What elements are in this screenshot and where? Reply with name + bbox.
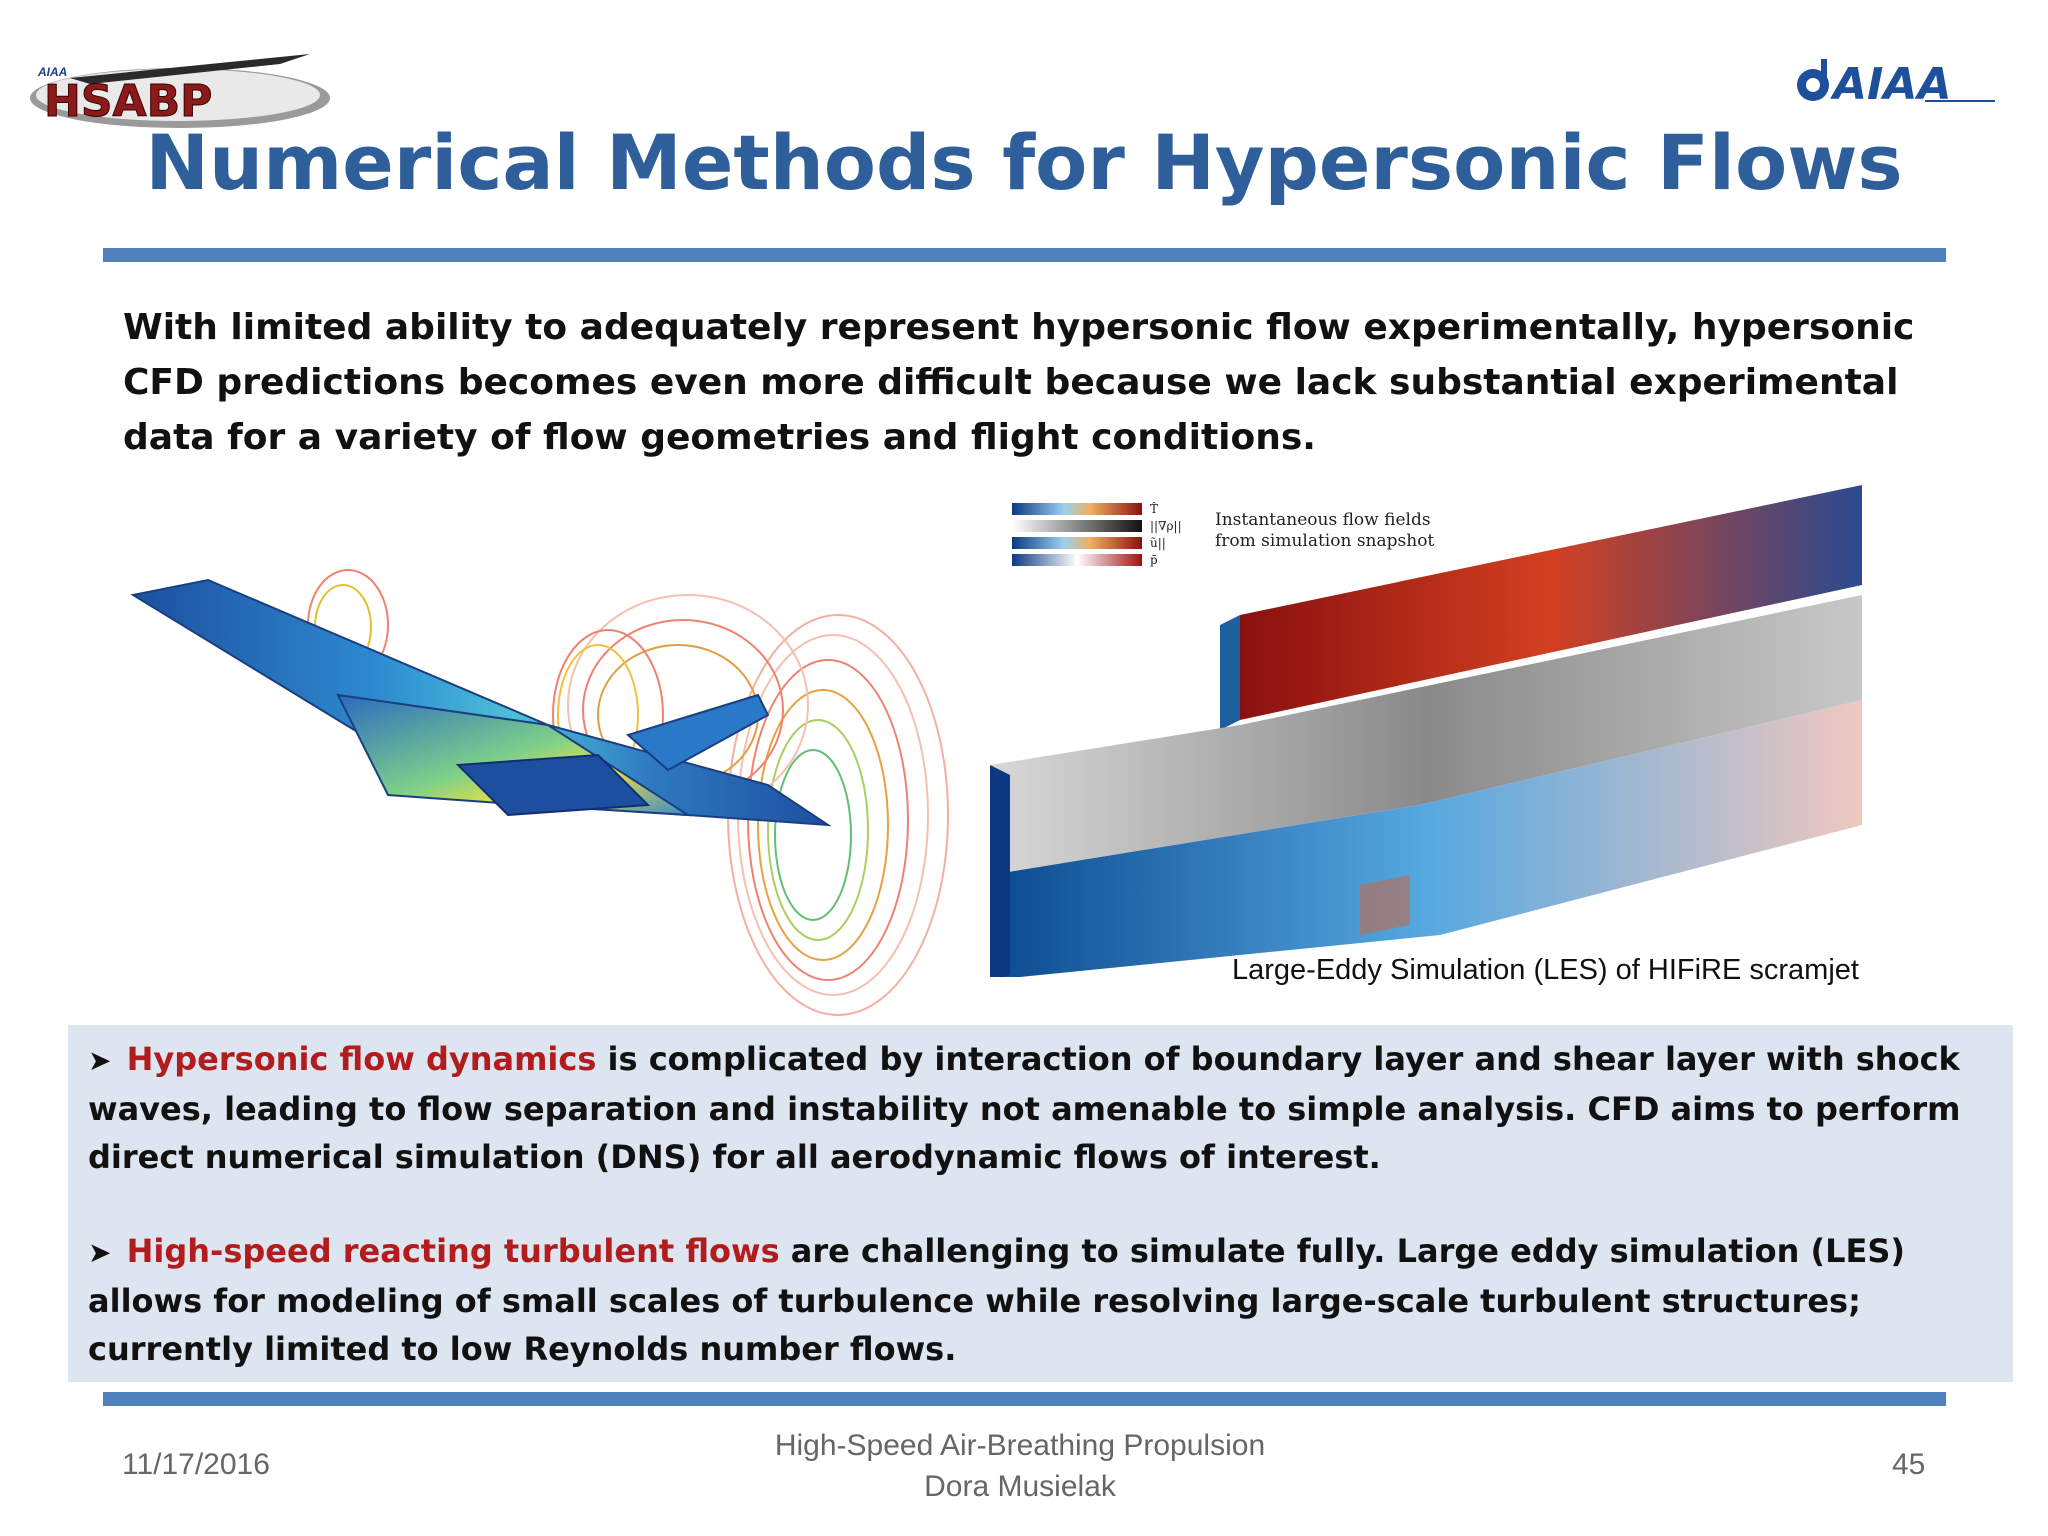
- aiaa-logo: [1795, 55, 1995, 107]
- bullet-item-flow-dynamics: [88, 1035, 1993, 1181]
- les-figure-caption: Large-Eddy Simulation (LES) of HIFiRE scramjet: [1232, 954, 1859, 986]
- svg-text:||∇ρ||: ||∇ρ||: [1150, 519, 1182, 533]
- svg-text:HSABP: HSABP: [44, 76, 213, 127]
- arrow-bullet-icon: ➤: [88, 1044, 112, 1077]
- footer-divider: [103, 1392, 1946, 1406]
- footer-author: Dora Musielak: [924, 1470, 1116, 1503]
- footer-center: [700, 1425, 1340, 1507]
- hypersonic-aircraft-cfd-figure: [128, 555, 958, 1025]
- svg-text:AIAA: AIAA: [38, 65, 68, 79]
- intro-paragraph: With limited ability to adequately represent hypersonic flow experimentally, hypersonic CFD predictions becomes even more difficult because we lack substantial experimental data for a variety of flow geometries and flight conditions.: [123, 307, 1915, 458]
- bullet-item-turbulent-flows: [88, 1227, 1993, 1373]
- svg-text:from simulation snapshot: from simulation snapshot: [1215, 531, 1435, 551]
- footer-date: 11/17/2016: [122, 1448, 270, 1481]
- svg-text:Instantaneous flow fields: Instantaneous flow fields: [1215, 510, 1431, 530]
- svg-text:p̄: p̄: [1150, 553, 1158, 567]
- bullet-highlight: Hypersonic flow dynamics: [126, 1040, 597, 1078]
- title-divider: [103, 248, 1946, 262]
- arrow-bullet-icon: ➤: [88, 1236, 112, 1269]
- bullet-text: are challenging to simulate fully. Large eddy simulation (LES) allows for modeling of small scales of turbulence while resolving large-scale turbulent structures; currently limited to low Reynolds number flows.: [88, 1232, 1906, 1368]
- svg-text:ũ||: ũ||: [1150, 536, 1166, 550]
- les-scramjet-figure: [990, 485, 1862, 977]
- bullet-highlight: High-speed reacting turbulent flows: [126, 1232, 780, 1270]
- svg-text:T̂: T̂: [1150, 502, 1159, 516]
- footer-course-title: High-Speed Air-Breathing Propulsion: [774, 1429, 1266, 1462]
- slide-title: Numerical Methods for Hypersonic Flows: [145, 118, 1903, 207]
- bullet-box: [68, 1025, 2013, 1382]
- bullet-text: is complicated by interaction of boundary layer and shear layer with shock waves, leading to flow separation and instability not amenable to simple analysis. CFD aims to perform direct numerical simulation (DNS) for all aerodynamic flows of interest.: [88, 1040, 1961, 1176]
- svg-text:AIAA: AIAA: [1833, 59, 1952, 107]
- page-number: 45: [1892, 1448, 1926, 1481]
